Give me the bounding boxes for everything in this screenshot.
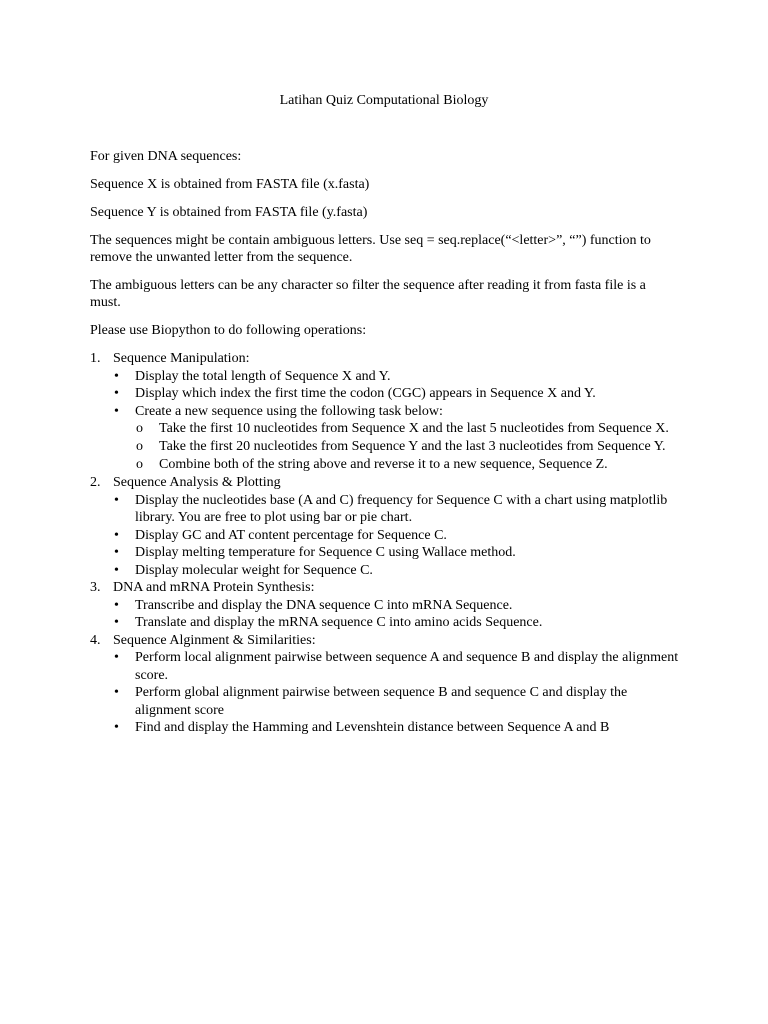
operations-list [90, 350, 680, 737]
section-number: 4. [90, 632, 101, 648]
bullet-icon: • [114, 562, 119, 578]
bullet-icon: • [114, 386, 119, 401]
bullet-icon: • [114, 685, 119, 700]
bullet-text: Translate and display the mRNA sequence C into amino acids Sequence. [135, 615, 543, 630]
sub-bullet-item [113, 438, 680, 456]
bullet-item [113, 403, 680, 421]
bullet-item [113, 368, 680, 386]
bullet-item [113, 492, 680, 527]
bullet-item [113, 562, 680, 580]
bullet-item [113, 527, 680, 545]
bullet-icon: • [114, 545, 119, 560]
bullet-text: Find and display the Hamming and Levenshtein distance between Sequence A and B [135, 720, 610, 735]
bullet-icon: • [114, 615, 119, 630]
sub-bullet-text: Take the first 10 nucleotides from Sequence X and the last 5 nucleotides from Sequence X. [159, 421, 669, 436]
bullet-text: Transcribe and display the DNA sequence C into mRNA Sequence. [135, 597, 513, 613]
intro-paragraph: The ambiguous letters can be any character so filter the sequence after reading it from fasta file is a must. [90, 278, 646, 310]
section-item [90, 474, 680, 579]
section-number: 1. [90, 351, 101, 366]
bullet-text: Perform global alignment pairwise between sequence B and sequence C and display the alignment score [135, 685, 628, 718]
bullet-icon: • [114, 650, 119, 665]
document-body [90, 148, 680, 737]
bullet-list [113, 492, 680, 580]
intro-paragraph: Sequence X is obtained from FASTA file (x.fasta) [90, 177, 370, 192]
section-item [90, 579, 680, 632]
bullet-item [113, 614, 680, 632]
bullet-text: Display which index the first time the codon (CGC) appears in Sequence X and Y. [135, 386, 596, 401]
intro-paragraph: Sequence Y is obtained from FASTA file (y.fasta) [90, 205, 368, 220]
bullet-list [113, 597, 680, 632]
sub-bullet-item [113, 420, 680, 438]
section-heading: Sequence Manipulation: [113, 351, 250, 366]
bullet-item [113, 385, 680, 403]
section-item [90, 632, 680, 737]
bullet-text: Display melting temperature for Sequence C using Wallace method. [135, 545, 516, 560]
sub-bullet-list [113, 420, 680, 474]
bullet-text: Display the nucleotides base (A and C) frequency for Sequence C with a chart using matplotlib library. You are free to plot using bar or pie chart. [135, 492, 668, 525]
section-item [90, 350, 680, 474]
sub-bullet-text: Take the first 20 nucleotides from Sequence Y and the last 3 nucleotides from Sequence Y. [159, 439, 666, 454]
bullet-icon: • [114, 403, 119, 419]
document-title: Latihan Quiz Computational Biology [279, 93, 489, 108]
bullet-list [113, 649, 680, 737]
bullet-icon: • [114, 492, 119, 508]
intro-paragraph: Please use Biopython to do following operations: [90, 323, 367, 338]
bullet-item [113, 597, 680, 615]
section-heading: DNA and mRNA Protein Synthesis: [113, 580, 315, 595]
section-number: 3. [90, 580, 101, 595]
bullet-text: Create a new sequence using the following task below: [135, 403, 443, 419]
bullet-item [113, 649, 680, 684]
bullet-list [113, 368, 680, 421]
section-heading: Sequence Alginment & Similarities: [113, 632, 316, 648]
sub-bullet-item [113, 456, 680, 474]
hollow-bullet-icon: o [136, 457, 143, 472]
bullet-text: Display molecular weight for Sequence C. [135, 562, 373, 578]
bullet-icon: • [114, 368, 119, 384]
bullet-item [113, 719, 680, 737]
bullet-text: Display the total length of Sequence X and Y. [135, 368, 391, 384]
section-number: 2. [90, 475, 101, 490]
hollow-bullet-icon: o [136, 421, 143, 436]
bullet-text: Perform local alignment pairwise between sequence A and sequence B and display the alignment score. [135, 650, 679, 683]
intro-paragraph: For given DNA sequences: [90, 149, 242, 164]
hollow-bullet-icon: o [136, 439, 143, 454]
sub-bullet-text: Combine both of the string above and reverse it to a new sequence, Sequence Z. [159, 457, 608, 472]
bullet-text: Display GC and AT content percentage for Sequence C. [135, 527, 447, 543]
bullet-item [113, 544, 680, 562]
bullet-icon: • [114, 597, 119, 613]
section-heading: Sequence Analysis & Plotting [113, 475, 281, 490]
bullet-icon: • [114, 720, 119, 735]
intro-paragraph: The sequences might be contain ambiguous letters. Use seq = seq.replace(“<letter>”, “”) function to remove the unwanted letter from the sequence. [90, 233, 651, 265]
bullet-icon: • [114, 527, 119, 543]
bullet-item [113, 684, 680, 719]
